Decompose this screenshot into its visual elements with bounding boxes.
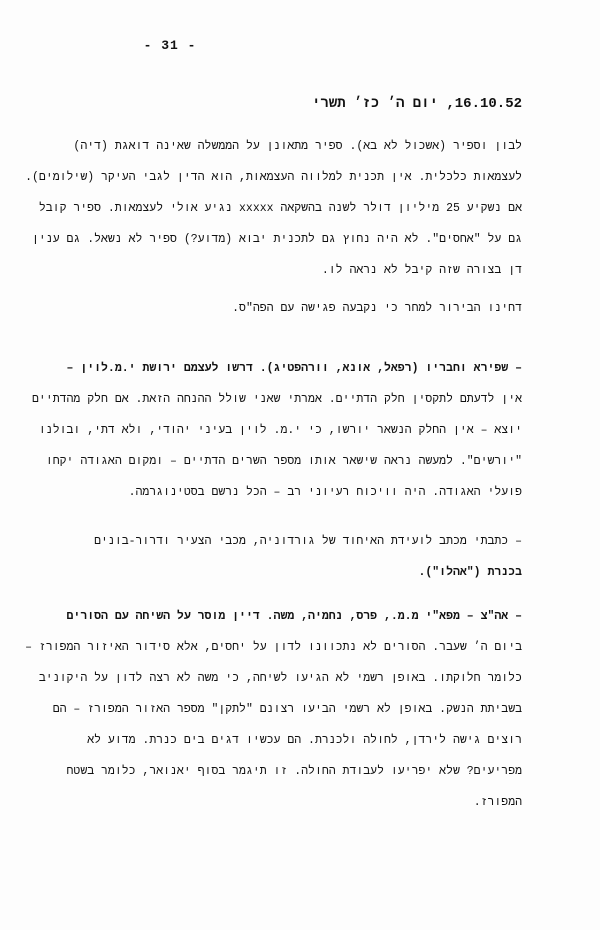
paragraph-line: – אה"צ – מפא"י מ.מ., פרס, נחמיה, משה. דיין מוסר על השיחה עם הסורים xyxy=(66,610,522,623)
paragraph-shapira-colleagues xyxy=(32,353,522,508)
paragraph-line: מפריעים? שלא יפריעו לעבודת החולה. זו תיגמר בסוף יאנואר, כלומר בשטח xyxy=(66,765,522,778)
paragraph-line: לבון וספיר (אשכול לא בא). ספיר מתאונן על הממשלה שאינה דואגת (דיה) xyxy=(73,140,522,153)
paragraph-line: אם נשקיע 25 מיליון דולר לשנה בהשקאה xxxxx נגיע אולי לעצמאות. ספיר קובל xyxy=(38,202,522,215)
paragraph-line: רוצים גישה לירדן, לחולה ולכנרת. הם עכשיו דגים בים כנרת. מדוע לא xyxy=(87,734,522,747)
paragraph-line: "יורשים". למעשה נראה שישאר אותו מספר השרים הדתיים – ומקום האגודה יקחו xyxy=(45,455,522,468)
paragraph-line: אין לדעתם לתקסין חלק הדתיים. אמרתי שאני שולל ההנחה הזאת. אם חלק מהדתיים xyxy=(32,393,522,406)
paragraph-line: פועלי האגודה. היה וויכוח רעיוני רב – הכל נרשם בסטינוגרמה. xyxy=(128,486,522,499)
paragraph-mapai-syria-talks xyxy=(25,601,522,818)
diary-date-heading: 16.10.52, יום ה׳ כז׳ תשרי xyxy=(311,96,522,112)
paragraph-line: יוצא – אין החלק הנשאר יורשו, כי י.מ. לוין בעיני יהודי, ולא דתי, ובולנו xyxy=(38,424,522,437)
paragraph-line: – כתבתי מכתב לועידת האיחוד של גורדוניה, מכבי הצעיר ודרור-בונים xyxy=(94,535,522,548)
paragraph-line: ביום ה׳ שעבר. הסורים לא נתכוונו לדון על יחסים, אלא סידור האיזור המפורז – xyxy=(25,641,522,654)
paragraph-postponed-discussion xyxy=(60,293,522,324)
paragraph-letter-gordonia xyxy=(60,526,522,588)
paragraph-line: בכנרת ("אהלו"). xyxy=(418,566,522,579)
page-number: - 31 - xyxy=(143,38,197,53)
paragraph-line: בשביתת הנשק. באופן לא רשמי הביעו רצונם "לתקן" מספר האזור המפורז – הם xyxy=(52,703,522,716)
paragraph-line: דן בצורה שזה קיבל לא נראה לו. xyxy=(321,264,522,277)
paragraph-line: – שפירא וחבריו (רפאל, אונא, וורהפטיג). דרשו לעצמם ירושת י.מ.לוין – xyxy=(66,362,522,375)
paragraph-line: גם על "אחסים". לא היה נחוץ גם לתכנית יבוא (מדוע?) ספיר לא נשאל. גם ענין xyxy=(32,233,522,246)
paragraph-line: לעצמאות כלכלית. אין תכנית למלווה העצמאות, הוא הדין לגבי העיקר (שילומים). xyxy=(25,171,522,184)
paragraph-line: דחינו הבירור למחר כי נקבעה פגישה עם הפה"ס. xyxy=(232,302,522,315)
paragraph-line: כלומר חלוקתו. באופן רשמי לא הגיעו לשיחה, כי משה לא רצה לדון על היקוניב xyxy=(38,672,522,685)
paragraph-line: המפורז. xyxy=(473,796,522,809)
paragraph-lavon-sapir xyxy=(25,131,522,286)
